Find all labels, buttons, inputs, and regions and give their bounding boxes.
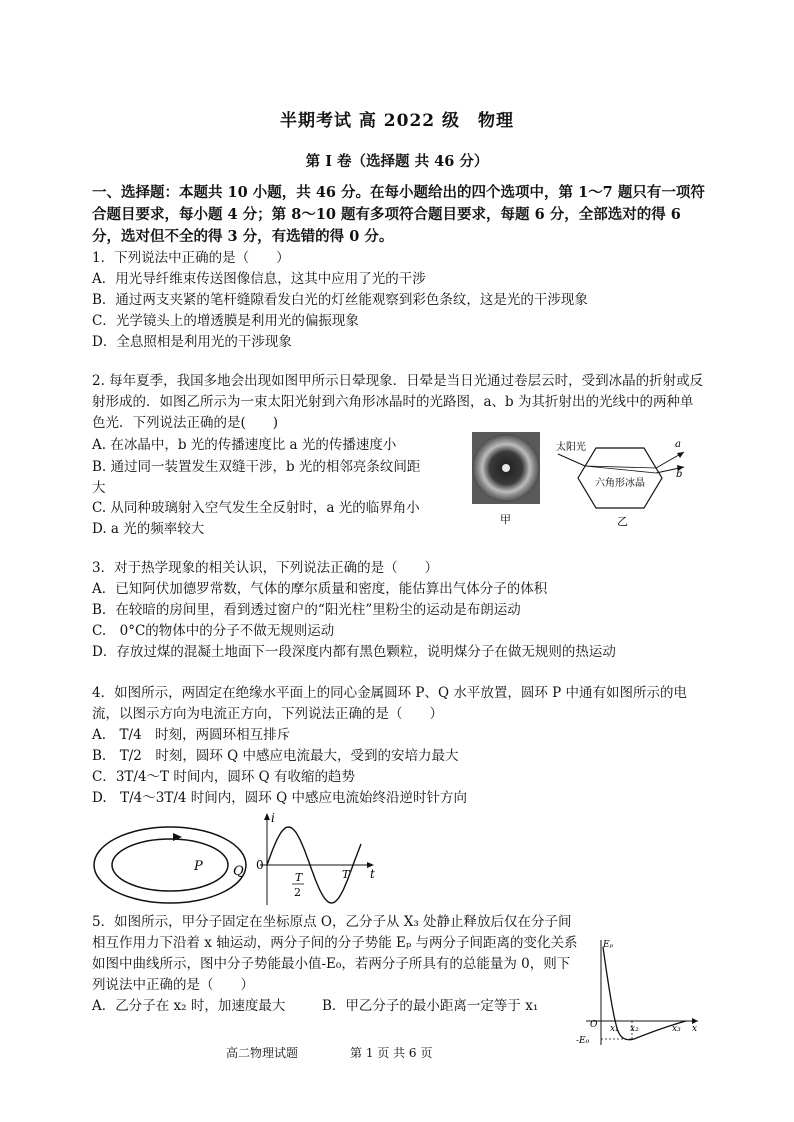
- q5-option-b: B．甲乙分子的最小距离一定等于 x₁: [322, 998, 539, 1014]
- ray-b-label: b: [676, 469, 683, 480]
- q5-figure: [574, 935, 704, 1050]
- sun-dot: [502, 464, 510, 472]
- incident-ray: [558, 454, 585, 466]
- ring-p-label: P: [194, 859, 203, 874]
- ring-q-label: Q: [233, 864, 244, 879]
- instructions: 一、选择题：本题共 10 小题，共 46 分。在每小题给出的四个选项中，第 1～7 题只有一项符合题目要求，每小题 4 分；第 8～10 题有多项符合题目要求，每题 6 分，全部选对的得 6 分，选对但不全的得 3 分，有选错的得 0 分。: [92, 184, 705, 245]
- q3-option-c: C. 0°C的物体中的分子不做无规则运动: [92, 623, 335, 639]
- q4-option-c: C．3T/4～T 时间内，圆环 Q 有收缩的趋势: [92, 769, 356, 785]
- q2-option-a: A. 在冰晶中，b 光的传播速度比 a 光的传播速度小: [92, 437, 397, 453]
- q2-figures: [470, 430, 700, 530]
- q2-option-c: C. 从同种玻璃射入空气发生全反射时，a 光的临界角小: [92, 500, 420, 516]
- q1-option-c: C．光学镜头上的增透膜是利用光的偏振现象: [92, 313, 359, 329]
- sunlight-label: 太阳光: [556, 442, 586, 453]
- exam-title: 半期考试 高 2022 级 物理: [279, 111, 515, 131]
- q3-option-a: A．已知阿伏加德罗常数，气体的摩尔质量和密度，能估算出气体分子的体积: [92, 581, 548, 597]
- q4-option-d: D. T/4～3T/4 时间内，圆环 Q 中感应电流始终沿逆时针方向: [92, 790, 467, 806]
- q2-option-b: B. 通过同一装置发生双缝干涉，b 光的相邻亮条纹间距: [92, 459, 421, 475]
- q1-option-d: D．全息照相是利用光的干涉现象: [92, 334, 292, 350]
- q4-option-b: B. T/2 时刻，圆环 Q 中感应电流最大，受到的安培力最大: [92, 748, 459, 764]
- q2-option-b-cont: 大: [92, 480, 106, 496]
- fig-jia-label: 甲: [500, 513, 511, 526]
- ring-p: [112, 839, 228, 891]
- origin-o-label: O: [590, 1020, 598, 1030]
- section-heading: 第 I 卷（选择题 共 46 分）: [305, 153, 489, 170]
- q2-stem: 2. 每年夏季，我国多地会出现如图甲所示日晕现象．日晕是当日光通过卷层云时，受到冰晶的折射或反射形成的．如图乙所示为一束太阳光射到六角形冰晶时的光路图，a、b 为其折射出的光线中的两种单色光．下列说法正确的是( ): [92, 373, 704, 431]
- q3-option-d: D．存放过煤的混凝土地面下一段深度内都有黑色颗粒，说明煤分子在做无规则的热运动: [92, 644, 616, 660]
- q1-stem: 1．下列说法中正确的是（ ）: [92, 250, 290, 266]
- q2-option-d: D. a 光的频率较大: [92, 521, 205, 537]
- neg-e0-label: -E₀: [576, 1036, 590, 1046]
- t-half-denominator: 2: [294, 886, 301, 899]
- i-axis-arrow: [264, 813, 270, 820]
- x3-label: x₃: [672, 1024, 681, 1034]
- t-axis-label: t: [370, 867, 375, 881]
- ray-a-label: a: [675, 439, 681, 450]
- footer-subject: 高二物理试题: [226, 1046, 299, 1060]
- q3-stem: 3．对于热学现象的相关认识，下列说法正确的是（ ）: [92, 560, 439, 576]
- q4-option-a: A. T/4 时刻，两圆环相互排斥: [92, 727, 291, 743]
- fig-yi-label: 乙: [617, 515, 628, 528]
- footer-page-number: 第 1 页 共 6 页: [350, 1046, 433, 1060]
- q5-stem: 5．如图所示，甲分子固定在坐标原点 O，乙分子从 X₃ 处静止释放后仅在分子间相互作用力下沿着 x 轴运动，两分子间的分子势能 Eₚ 与两分子间距离的变化关系如图中曲线所示，图中分子势能最小值-E₀，若两分子所具有的总能量为 0，则下列说法中正确的是（ ）: [92, 914, 578, 993]
- x-axis-label: x: [692, 1024, 698, 1034]
- ep-axis-label: Eₚ: [603, 940, 614, 950]
- q4-figure: [90, 810, 390, 910]
- origin-label: 0: [256, 858, 264, 872]
- i-axis-label: i: [271, 811, 275, 825]
- t-half-numerator: T: [295, 871, 303, 884]
- q1-option-a: A．用光导纤维束传送图像信息，这其中应用了光的干涉: [92, 271, 426, 287]
- q3-option-b: B．在较暗的房间里，看到透过窗户的“阳光柱”里粉尘的运动是布朗运动: [92, 602, 521, 618]
- crystal-label: 六角形冰晶: [595, 478, 645, 489]
- q4-stem: 4．如图所示，两固定在绝缘水平面上的同心金属圆环 P、Q 水平放置，圆环 P 中通有如图所示的电流，以图示方向为电流正方向，下列说法正确的是（ ）: [92, 685, 687, 722]
- t-full-label: T: [342, 868, 350, 881]
- q1-option-b: B．通过两支夹紧的笔杆缝隙看发白光的灯丝能观察到彩色条纹，这是光的干涉现象: [92, 292, 588, 308]
- x2-label: x₂: [630, 1024, 639, 1034]
- x1-label: x₁: [610, 1024, 619, 1034]
- q5-option-a: A．乙分子在 x₂ 时，加速度最大: [92, 998, 286, 1014]
